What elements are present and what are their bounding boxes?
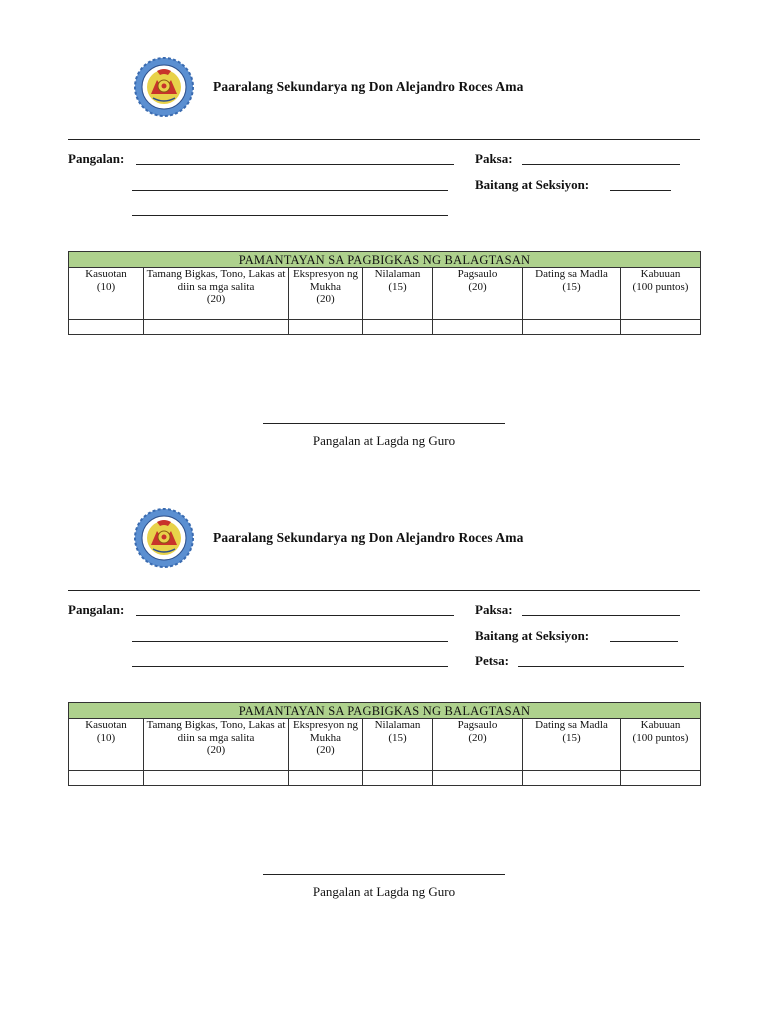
score-cell-pagsaulo[interactable] bbox=[433, 771, 523, 786]
criterion-kabuuan: Kabuuan (100 puntos) bbox=[621, 719, 701, 771]
criterion-tamang-bigkas: Tamang Bigkas, Tono, Lakas at diin sa mga salita (20) bbox=[144, 719, 289, 771]
score-cell-dating-sa-madla[interactable] bbox=[523, 320, 621, 335]
signature-line[interactable] bbox=[263, 874, 505, 875]
signature-line[interactable] bbox=[263, 423, 505, 424]
pangalan-label: Pangalan: bbox=[68, 602, 125, 617]
pangalan-line-1[interactable] bbox=[136, 615, 454, 616]
signature-label: Pangalan at Lagda ng Guro bbox=[312, 884, 456, 899]
paksa-line[interactable] bbox=[522, 615, 680, 616]
baitang-line[interactable] bbox=[610, 190, 671, 191]
score-cell-nilalaman[interactable] bbox=[363, 320, 433, 335]
evaluation-form-1 bbox=[0, 52, 768, 502]
baitang-line[interactable] bbox=[610, 641, 678, 642]
pangalan-line-2[interactable] bbox=[132, 190, 448, 191]
pangalan-label: Pangalan: bbox=[68, 151, 125, 166]
score-cell-tamang-bigkas[interactable] bbox=[144, 771, 289, 786]
criterion-kasuotan: Kasuotan (10) bbox=[69, 268, 144, 320]
school-seal-icon bbox=[133, 507, 195, 569]
rubric-table bbox=[68, 702, 701, 786]
pangalan-line-1[interactable] bbox=[136, 164, 454, 165]
rubric-table bbox=[68, 251, 701, 335]
score-cell-nilalaman[interactable] bbox=[363, 771, 433, 786]
paksa-label: Paksa: bbox=[475, 151, 513, 166]
header-divider bbox=[68, 139, 700, 140]
signature-label: Pangalan at Lagda ng Guro bbox=[312, 433, 456, 448]
criterion-kasuotan: Kasuotan (10) bbox=[69, 719, 144, 771]
criterion-dating-sa-madla: Dating sa Madla (15) bbox=[523, 719, 621, 771]
criterion-nilalaman: Nilalaman (15) bbox=[363, 268, 433, 320]
school-name: Paaralang Sekundarya ng Don Alejandro Roces Ama bbox=[213, 79, 524, 94]
school-name: Paaralang Sekundarya ng Don Alejandro Roces Ama bbox=[213, 530, 524, 545]
baitang-label: Baitang at Seksiyon: bbox=[475, 177, 590, 192]
paksa-label: Paksa: bbox=[475, 602, 513, 617]
criterion-ekspresyon: Ekspresyon ng Mukha (20) bbox=[289, 268, 363, 320]
pangalan-line-3[interactable] bbox=[132, 666, 448, 667]
paksa-line[interactable] bbox=[522, 164, 680, 165]
criterion-kabuuan: Kabuuan (100 puntos) bbox=[621, 268, 701, 320]
criterion-pagsaulo: Pagsaulo (20) bbox=[433, 268, 523, 320]
score-cell-kasuotan[interactable] bbox=[69, 771, 144, 786]
header-divider bbox=[68, 590, 700, 591]
pangalan-line-3[interactable] bbox=[132, 215, 448, 216]
score-cell-kabuuan[interactable] bbox=[621, 771, 701, 786]
school-seal-icon bbox=[133, 56, 195, 118]
evaluation-form-2 bbox=[0, 503, 768, 953]
score-cell-dating-sa-madla[interactable] bbox=[523, 771, 621, 786]
criterion-nilalaman: Nilalaman (15) bbox=[363, 719, 433, 771]
rubric-title: PAMANTAYAN SA PAGBIGKAS NG BALAGTASAN bbox=[69, 252, 701, 268]
criterion-tamang-bigkas: Tamang Bigkas, Tono, Lakas at diin sa mga salita (20) bbox=[144, 268, 289, 320]
score-cell-kasuotan[interactable] bbox=[69, 320, 144, 335]
pangalan-line-2[interactable] bbox=[132, 641, 448, 642]
petsa-line[interactable] bbox=[518, 666, 684, 667]
score-cell-ekspresyon[interactable] bbox=[289, 320, 363, 335]
criterion-dating-sa-madla: Dating sa Madla (15) bbox=[523, 268, 621, 320]
score-cell-kabuuan[interactable] bbox=[621, 320, 701, 335]
baitang-label: Baitang at Seksiyon: bbox=[475, 628, 590, 643]
criterion-ekspresyon: Ekspresyon ng Mukha (20) bbox=[289, 719, 363, 771]
score-cell-ekspresyon[interactable] bbox=[289, 771, 363, 786]
rubric-title: PAMANTAYAN SA PAGBIGKAS NG BALAGTASAN bbox=[69, 703, 701, 719]
petsa-label: Petsa: bbox=[475, 653, 509, 668]
score-cell-pagsaulo[interactable] bbox=[433, 320, 523, 335]
criterion-pagsaulo: Pagsaulo (20) bbox=[433, 719, 523, 771]
score-cell-tamang-bigkas[interactable] bbox=[144, 320, 289, 335]
